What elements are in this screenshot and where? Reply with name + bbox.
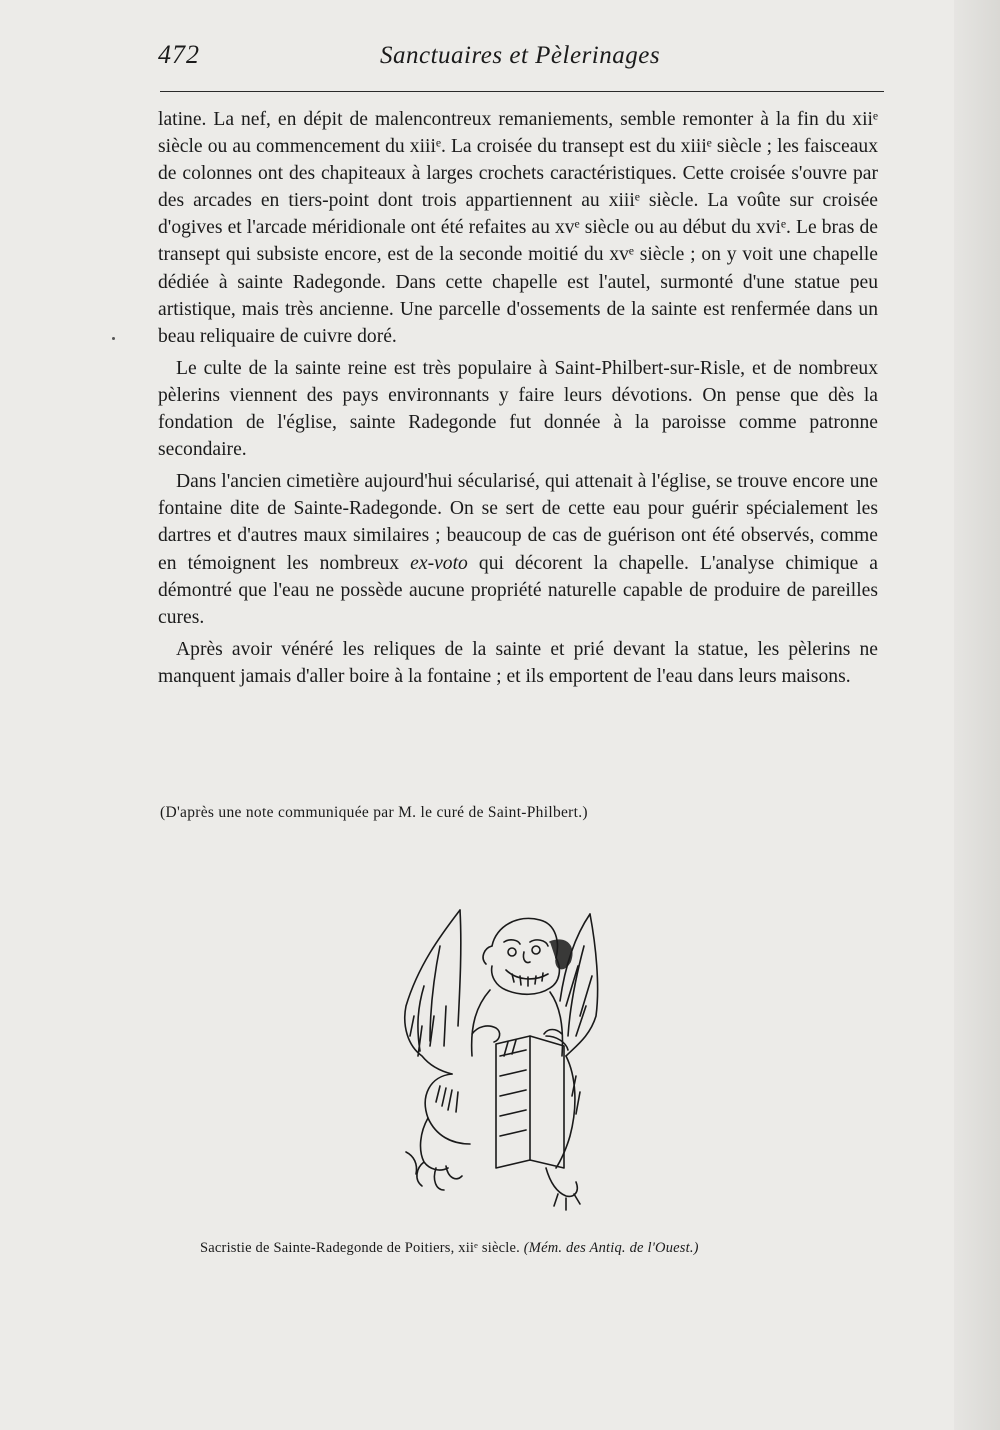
paragraph-3 — [158, 468, 878, 631]
body-text — [158, 106, 878, 690]
figure-caption — [200, 1240, 840, 1257]
paragraph-3-part-1: Dans l'ancien cimetière aujourd'hui sécularisé, qui attenait à l'église, se trouve encore une fontaine dite de Sainte-Radegonde. On se sert de cette eau pour guérir spécialement les dartres et d'autres maux similaires ; beaucoup de cas de guérison ont été observés, comme en témoignent les nombreux — [158, 471, 878, 574]
page-header — [158, 34, 884, 84]
page-number: 472 — [158, 40, 200, 69]
ex-voto-italic: ex-voto — [410, 552, 468, 574]
caption-source: (Mém. des Antiq. de l'Ouest.) — [523, 1240, 699, 1256]
caption-text: Sacristie de Sainte-Radegonde de Poitiers, xiiᵉ siècle. — [200, 1240, 524, 1256]
print-speck — [112, 337, 115, 340]
running-title: Sanctuaires et Pèlerinages — [380, 42, 661, 69]
page-edge-shadow — [954, 0, 1000, 1430]
paragraph-3-part-2: qui décorent la chapelle. L'analyse chimique a démontré que l'eau ne possède aucune propriété naturelle capable de produire de pareilles cures. — [158, 552, 879, 628]
winged-gargoyle-illustration — [400, 906, 605, 1226]
paragraph-4: Après avoir vénéré les reliques de la sainte et prié devant la statue, les pèlerins ne manquent jamais d'aller boire à la fontaine ; et ils emportent de l'eau dans leurs maisons. — [158, 638, 878, 687]
paragraph-1: latine. La nef, en dépit de malencontreux remaniements, semble remonter à la fin du xiiᵉ siècle ou au commencement du xiiiᵉ. La croisée du transept est du xiiiᵉ siècle ; les faisceaux de colonnes ont des chapiteaux à larges crochets caractéristiques. Cette croisée s'ouvre par des arcades en tiers-point dont trois appartiennent au xiiiᵉ siècle. La voûte sur croisée d'ogives et l'arcade méridionale ont été refaites au xvᵉ siècle ou au début du xviᵉ. Le bras de transept qui subsiste encore, est de la seconde moitié du xvᵉ siècle ; on y voit une chapelle dédiée à sainte Radegonde. Dans cette chapelle est l'autel, surmonté d'une statue peu artistique, mais très ancienne. Une parcelle d'ossements de la sainte est renfermée dans un beau reliquaire de cuivre doré. — [158, 109, 878, 347]
paragraph-2: Le culte de la sainte reine est très populaire à Saint-Philbert-sur-Risle, et de nombreux pèlerins viennent des pays environnants y faire leurs dévotions. On pense que dès la fondation de l'église, sainte Radegonde fut donnée à la paroisse comme patronne secondaire. — [158, 357, 878, 461]
header-rule — [160, 91, 884, 92]
source-note: (D'après une note communiquée par M. le curé de Saint-Philbert.) — [160, 804, 588, 821]
